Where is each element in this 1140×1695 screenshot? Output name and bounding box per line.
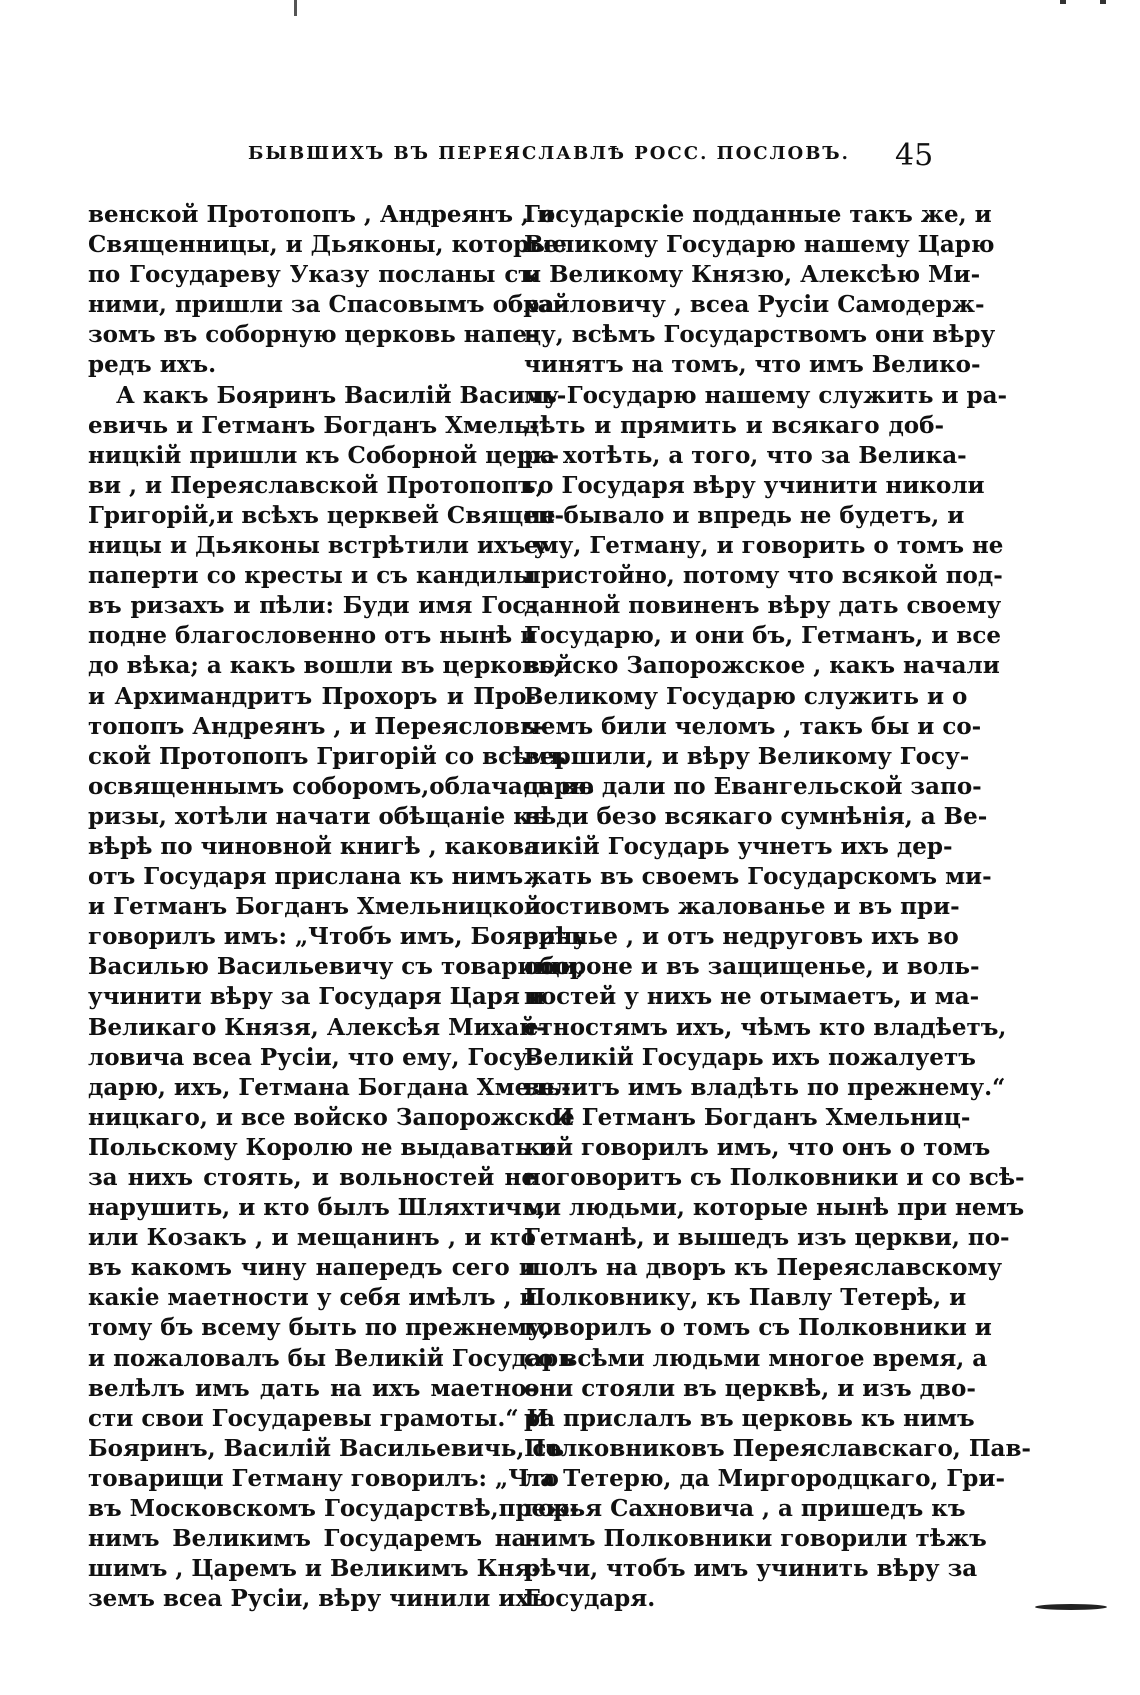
text-line: или Козакъ , и мещанинъ , и кто	[88, 1224, 536, 1252]
text-line: венской Протопопъ , Андреянъ , и	[88, 201, 555, 228]
text-line: ла Тетерю, да Миргородцкаго, Гри-	[524, 1464, 1005, 1492]
text-line: А какъ Бояринъ Василій Василь-	[116, 381, 567, 409]
text-line: освященнымъ соборомъ,облачась въ	[88, 772, 595, 800]
text-line: Гетманѣ, и вышедъ изъ церкви, по-	[524, 1224, 1010, 1252]
text-line: велитъ имъ владѣть по прежнему.“	[524, 1073, 1006, 1101]
text-line: евичь и Гетманъ Богданъ Хмель-	[88, 411, 539, 439]
text-line: Василью Васильевичу съ товарищи,	[88, 953, 585, 981]
text-line: говорилъ имъ: „Чтобъ имъ, Боярину	[88, 923, 588, 951]
text-line: пристойно, потому что всякой под-	[524, 562, 1003, 590]
text-line: въ какомъ чину напередъ сего и	[88, 1254, 536, 1282]
scan-corner-marks	[1040, 0, 1140, 4]
text-line: до вѣка; а какъ вошли въ церковь,	[88, 652, 562, 680]
ink-smudge	[1035, 1604, 1107, 1610]
text-line: въ ризахъ и пѣли: Буди имя Гос-	[88, 592, 536, 620]
text-line: Великому Государю служить и о	[524, 682, 968, 710]
text-line: зомъ въ соборную церковь напе-	[88, 321, 537, 349]
text-line: дѣть и прямить и всякаго доб-	[524, 411, 944, 439]
text-line: рѣчи, чтобъ имъ учинить вѣру за	[524, 1555, 978, 1583]
text-line: сти свои Государевы грамоты.“ И	[88, 1404, 549, 1432]
text-line: шимъ , Царемъ и Великимъ Кня-	[88, 1555, 541, 1583]
text-line: лостивомъ жалованье и въ при-	[524, 893, 960, 921]
text-line: со всѣми людьми многое время, а	[524, 1344, 988, 1372]
text-line: ра хотѣть, а того, что за Велика-	[524, 441, 967, 469]
text-line: не бывало и впредь не будетъ, и	[524, 501, 965, 529]
text-line: зрѣнье , и отъ недруговъ ихъ во	[524, 923, 959, 951]
text-line: Великому Государю нашему Царю	[524, 231, 995, 259]
text-line: подне благословенно отъ нынѣ и	[88, 622, 538, 650]
text-line: за нихъ стоять, и вольностей не	[88, 1164, 536, 1191]
text-line: въ Московскомъ Государствѣ,преж-	[88, 1495, 579, 1523]
text-line: кой говорилъ имъ, что онъ о томъ	[524, 1133, 991, 1161]
page-number: 45	[895, 138, 934, 173]
text-line: Великій Государь ихъ пожалуетъ	[524, 1043, 976, 1071]
text-line: нимъ Великимъ Государемъ на-	[88, 1525, 536, 1553]
left-column	[88, 200, 595, 1614]
text-line: Григорій,и всѣхъ церквей Священ-	[88, 501, 565, 529]
text-line: говорилъ о томъ съ Полковники и	[524, 1314, 992, 1342]
text-line: Полковнику, къ Павлу Тетерѣ, и	[524, 1284, 967, 1312]
text-line: учинити вѣру за Государя Царя и	[88, 983, 545, 1011]
running-head: БЫВШИХЪ ВЪ ПЕРЕЯСЛАВЛѢ РОСС. ПОСЛОВЪ.	[248, 143, 850, 164]
text-line: ви , и Переяславской Протопопъ,	[88, 471, 544, 499]
text-line: ликій Государь учнетъ ихъ дер-	[524, 832, 953, 860]
text-line: данной повиненъ вѣру дать своему	[524, 592, 1002, 620]
text-line: Государя.	[524, 1585, 656, 1613]
text-line: ской Протопопъ Григорій со всѣмъ	[88, 742, 566, 770]
text-line: Великаго Князя, Алексѣя Михай-	[88, 1013, 546, 1041]
text-line: поговоритъ съ Полковники и со всѣ-	[524, 1164, 1025, 1191]
right-column	[524, 200, 1031, 1614]
text-line: ему, Гетману, и говорить о томъ не	[524, 532, 1004, 560]
text-line: Польскому Королю не выдавать и	[88, 1133, 556, 1161]
text-line: отъ Государя прислана къ нимъ ,	[88, 863, 540, 891]
text-line: Бояринъ, Василій Васильевичь, съ	[88, 1434, 565, 1462]
text-line: шолъ на дворъ къ Переяславскому	[524, 1254, 1003, 1282]
text-line: какіе маетности у себя имѣлъ , и	[88, 1284, 537, 1312]
text-line: паперти со кресты и съ кандилы	[88, 562, 536, 590]
text-line: ра прислалъ въ церковь къ нимъ	[524, 1404, 975, 1432]
text-line: хайловичу , всеа Русіи Самодерж-	[524, 291, 985, 319]
text-line: по Государеву Указу посланы съ	[88, 261, 536, 289]
text-line: ловича всеа Русіи, что ему, Госу-	[88, 1043, 537, 1071]
text-line: ницы и Дьяконы встрѣтили ихъ у	[88, 532, 549, 560]
text-line: дарю, ихъ, Гетмана Богдана Хмель-	[88, 1073, 571, 1101]
text-line: земъ всеа Русіи, вѣру чинили ихъ	[88, 1585, 547, 1613]
text-line: обороне и въ защищенье, и воль-	[524, 953, 980, 981]
text-line: и Гетманъ Богданъ Хмельницкой	[88, 893, 542, 921]
text-line: велѣлъ имъ дать на ихъ маетно-	[88, 1374, 536, 1402]
text-line: ницкій пришли къ Соборной церк-	[88, 441, 560, 469]
text-line: чемъ били челомъ , такъ бы и со-	[524, 712, 982, 740]
text-line: ницкаго, и все войско Запорожское	[88, 1103, 575, 1131]
text-line: и Архимандритъ Прохоръ и Про-	[88, 682, 536, 710]
text-line: етностямъ ихъ, чѣмъ кто владѣетъ,	[524, 1013, 1007, 1041]
scan-mark-top	[294, 0, 297, 16]
text-line: чинятъ на томъ, что имъ Велико-	[524, 351, 981, 379]
text-line: войско Запорожское , какъ начали	[524, 652, 1000, 680]
text-line: они стояли въ церквѣ, и изъ дво-	[524, 1374, 976, 1402]
text-line: го Государя вѣру учинити николи	[524, 471, 985, 499]
text-line: вершили, и вѣру Великому Госу-	[524, 742, 970, 770]
text-line: ними, пришли за Спасовымъ обра-	[88, 291, 564, 319]
text-line: и Великому Князю, Алексѣю Ми-	[524, 261, 981, 289]
text-line: ми людьми, которые нынѣ при немъ	[524, 1194, 1025, 1222]
text-line: топопъ Андреянъ , и Переясловь-	[88, 712, 546, 740]
text-line: Государю, и они бъ, Гетманъ, и все	[524, 622, 1001, 650]
text-line: дарю дали по Евангельской запо-	[524, 772, 982, 800]
text-line: И Гетманъ Богданъ Хмельниц-	[552, 1103, 971, 1131]
text-line: Священницы, и Дьяконы, которые	[88, 231, 567, 259]
text-line: вѣди безо всякаго сумнѣнія, а Ве-	[524, 802, 988, 830]
text-line: нарушить, и кто былъ Шляхтичь,	[88, 1194, 546, 1222]
text-line: ностей у нихъ не отымаетъ, и ма-	[524, 983, 980, 1011]
text-line: цу, всѣмъ Государствомъ они вѣру	[524, 321, 996, 349]
text-line: Полковниковъ Переяславскаго, Пав-	[524, 1434, 1031, 1462]
text-line: вѣрѣ по чиновной книгѣ , какова	[88, 832, 540, 860]
text-line: жать въ своемъ Государскомъ ми-	[524, 863, 992, 891]
text-line: товарищи Гетману говорилъ: „Что	[88, 1464, 559, 1492]
text-line: му Государю нашему служить и ра-	[524, 381, 1008, 409]
text-line: редъ ихъ.	[88, 351, 217, 379]
text-line: горья Сахновича , а пришедъ къ	[524, 1495, 966, 1523]
text-line: тому бъ всему быть по прежнему,	[88, 1314, 551, 1342]
text-line: и пожаловалъ бы Великій Государь	[88, 1344, 574, 1372]
text-line: Государскіе подданные такъ же, и	[524, 201, 992, 228]
text-line: ризы, хотѣли начати обѣщаніе къ	[88, 802, 548, 830]
text-line: нимъ Полковники говорили тѣжъ	[524, 1525, 987, 1553]
